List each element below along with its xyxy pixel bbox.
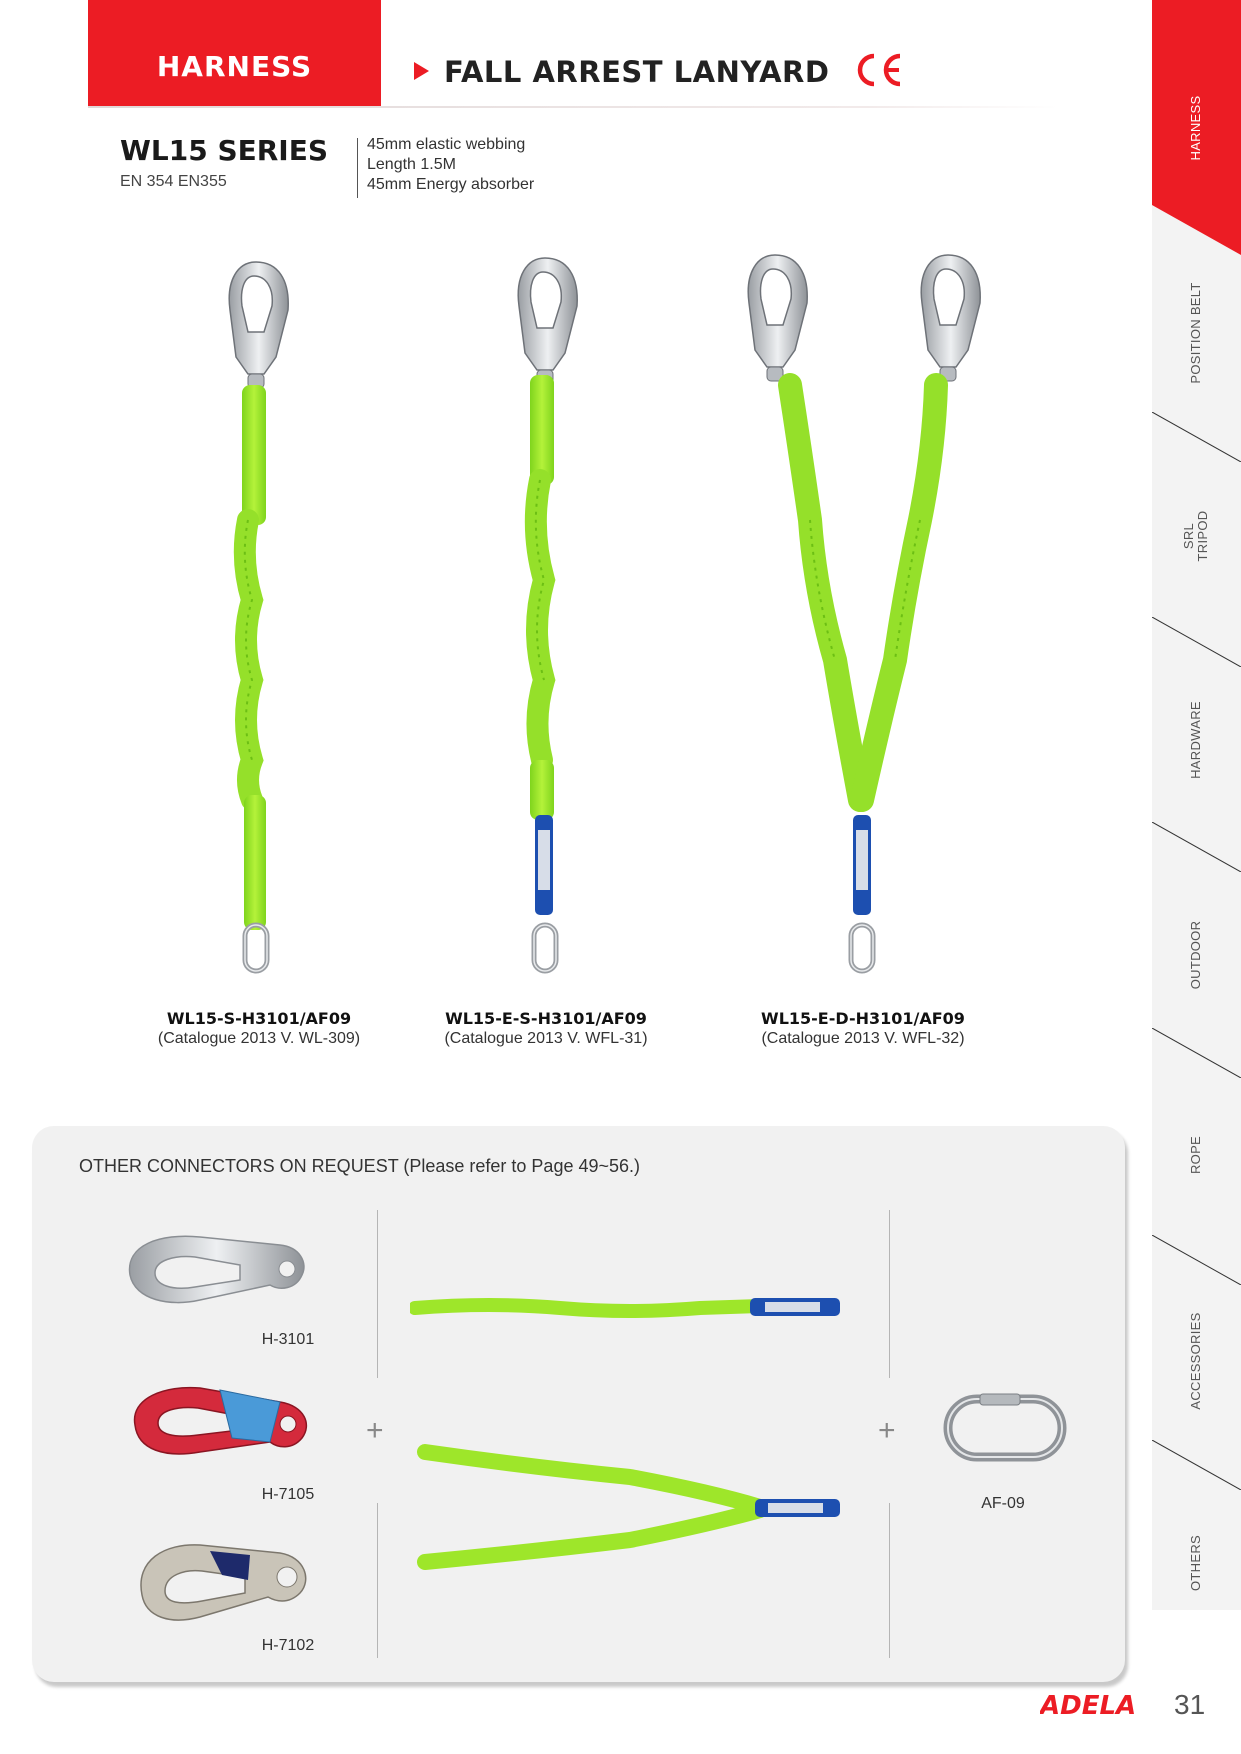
- sidebar-tab-srl-tripod[interactable]: [1152, 433, 1241, 638]
- category-label: HARNESS: [156, 50, 313, 83]
- sidebar-tab-label: OUTDOOR: [1188, 920, 1203, 989]
- sidebar-tab-position-belt[interactable]: [1152, 230, 1241, 435]
- spec-item: 45mm Energy absorber: [367, 176, 535, 193]
- product-catalogue: (Catalogue 2013 V. WL-309): [157, 1030, 361, 1047]
- plus-icon: +: [366, 1414, 384, 1447]
- sidebar-tab-harness[interactable]: [1152, 25, 1241, 230]
- sidebar-tab-label: POSITION BELT: [1188, 281, 1203, 384]
- product-code: WL15-S-H3101/AF09: [166, 1009, 352, 1028]
- sidebar-tab-hardware[interactable]: [1152, 637, 1241, 842]
- divider: [889, 1503, 890, 1658]
- spec-item: 45mm elastic webbing: [367, 136, 526, 153]
- ce-mark-icon: [854, 50, 906, 90]
- category-banner: [88, 0, 381, 108]
- lanyard-twin-absorber-icon: [410, 1432, 860, 1582]
- triangle-arrow-icon: [414, 62, 429, 80]
- hook-label: H-7105: [261, 1486, 315, 1503]
- svg-text:ADELA: ADELA: [1040, 1691, 1137, 1716]
- sidebar-tab-label: ACCESSORIES: [1188, 1311, 1203, 1410]
- hook-label: H-7102: [261, 1637, 315, 1654]
- page-title: FALL ARREST LANYARD: [444, 55, 830, 89]
- sidebar-tab-accessories[interactable]: [1152, 1258, 1241, 1463]
- header-divider: [88, 106, 1058, 108]
- hook-h7102-icon: [130, 1535, 320, 1635]
- hook-label: H-3101: [261, 1331, 315, 1348]
- divider: [377, 1210, 378, 1378]
- sidebar-tab-label: SRL TRIPOD: [1181, 510, 1210, 561]
- plus-icon: +: [878, 1414, 896, 1447]
- series-standards: EN 354 EN355: [120, 173, 227, 190]
- lanyard-twin-absorber: [748, 255, 980, 971]
- product-code: WL15-E-D-H3101/AF09: [761, 1009, 965, 1028]
- sidebar-tab-others[interactable]: [1152, 1460, 1241, 1665]
- carabiner-label: AF-09: [981, 1495, 1025, 1512]
- product-catalogue: (Catalogue 2013 V. WFL-32): [761, 1030, 965, 1047]
- hook-h3101-icon: [110, 1225, 320, 1325]
- lanyard-single-absorber: [518, 258, 577, 971]
- spec-item: Length 1.5M: [367, 156, 456, 173]
- lanyard-single-absorber-icon: [410, 1290, 860, 1325]
- sidebar-tab-outdoor[interactable]: [1152, 852, 1241, 1057]
- divider: [889, 1210, 890, 1378]
- product-catalogue: (Catalogue 2013 V. WFL-31): [444, 1030, 648, 1047]
- product-code: WL15-E-S-H3101/AF09: [445, 1009, 647, 1028]
- sidebar-tab-label: ROPE: [1188, 1135, 1203, 1174]
- lanyard-single: [229, 262, 288, 971]
- page-number: 31: [1174, 1689, 1206, 1720]
- spec-list: [367, 135, 534, 195]
- sidebar-tab-label: HARDWARE: [1188, 700, 1203, 779]
- sidebar-tab-label: HARNESS: [1188, 95, 1203, 160]
- sidebar-tab-rope[interactable]: [1152, 1052, 1241, 1257]
- hook-h7105-icon: [120, 1380, 320, 1475]
- adela-logo: [1040, 1690, 1140, 1716]
- series-title: WL15 SERIES: [120, 134, 329, 167]
- carabiner-af09-icon: [940, 1393, 1070, 1463]
- connectors-note: OTHER CONNECTORS ON REQUEST (Please refer to Page 49~56.): [79, 1156, 641, 1176]
- product-illustrations: [0, 245, 1140, 1005]
- series-divider: [357, 138, 358, 198]
- divider: [377, 1503, 378, 1658]
- sidebar-tab-label: OTHERS: [1188, 1534, 1203, 1591]
